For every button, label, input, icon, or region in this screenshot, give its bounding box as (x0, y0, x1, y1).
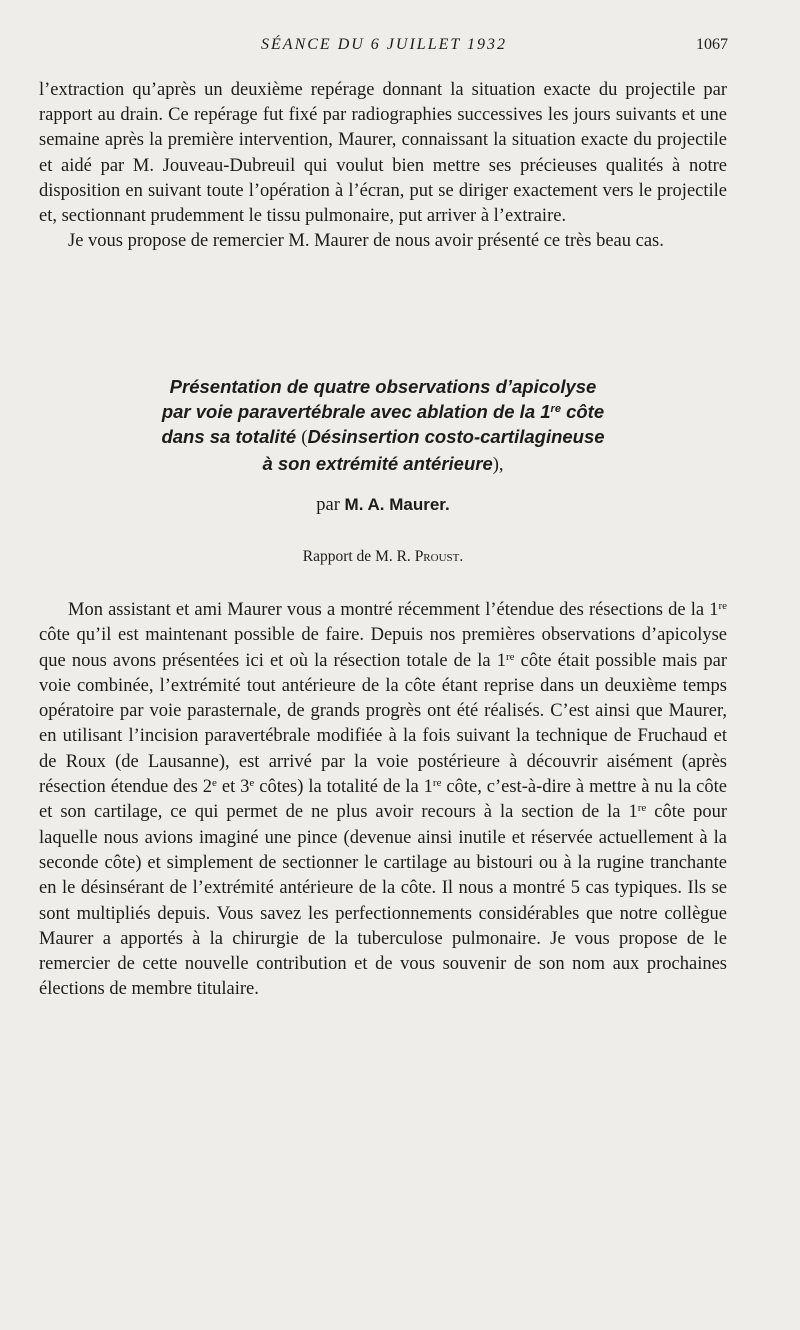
intro-text (39, 78, 727, 254)
superscript-6: re (637, 802, 647, 815)
title-line-4 (39, 451, 727, 478)
author-prefix: par (316, 495, 340, 515)
report-text-3: côte était possible mais par voie combinée, l’extrémité tout antérieure de la côte étant reprise dans un deuxième temps opératoire par voie parasternale, de grands progrès ont été réalisés. C’est ainsi que Maurer, en utilisant l’incision paravertébrale modifiée à la fois suivant la technique de Fruchaud et de Roux (de Lausanne), est arrivé par la voie postérieure à découvrir aisément (après résection étendue des 2 (39, 650, 727, 798)
title-paren-close: ), (492, 455, 504, 475)
article-title (39, 374, 727, 478)
title-line-4-text: à son extrémité antérieure (262, 453, 493, 474)
title-line-2 (39, 399, 727, 424)
title-line-2-text: par voie paravertébrale avec ablation de la 1 (161, 401, 551, 422)
report-paragraph (39, 598, 727, 1003)
report-text-5: côtes) la totalité de la 1 (254, 777, 433, 798)
report-line (39, 548, 727, 566)
superscript-4: e (249, 777, 255, 790)
intro-paragraph: l’extraction qu’après un deuxième repérage donnant la situation exacte du projectile par rapport au drain. Ce repérage fut fixé par radiographies successives les jours suivants et une semaine après la première intervention, Maurer, connaissant la situation exacte du projectile et aidé par M. Jouveau-Dubreuil qui voulut bien mettre ses précieuses qualités à notre disposition en suivant toute l’opération à l’écran, put se diriger exactement vers le projectile et, sectionnant prudemment le tissu pulmonaire, put arriver à l’extraire. (39, 80, 727, 227)
title-superscript: re (550, 403, 561, 415)
running-title: SÉANCE DU 6 JUILLET 1932 (261, 36, 507, 53)
title-line-3-end: Désinsertion costo-cartilagineuse (307, 426, 605, 447)
title-paren-open: ( (301, 428, 308, 448)
title-line-3-text: dans sa totalité (161, 426, 302, 447)
report-text-6: côte, c’est-à-dire à mettre à nu la côte et son cartilage, ce qui permet de ne plus avoir recours à la section de la 1 (39, 777, 727, 823)
superscript-1: re (718, 600, 727, 612)
report-text-4: et 3 (216, 777, 250, 798)
superscript-3: e (212, 777, 217, 790)
author-name: M. A. Maurer. (344, 495, 450, 514)
superscript-5: re (432, 777, 442, 790)
report-text-7: côte pour laquelle nous avions imaginé une pince (devenue ainsi inutile et réservée actuellement à la seconde côte) et simplement de sectionner le cartilage au bistouri ou à la rugine tranchante en le désinsérant de l’extrémité antérieure de la côte. Il nous a montré 5 cas typiques. Ils se sont multipliés depuis. Vous savez les perfectionnements considérables que notre collègue Maurer a apportés à la chirurgie de la tuberculose pulmonaire. Je vous propose de le remercier de cette nouvelle contribution et de vous souvenir de son nom aux prochaines élections de membre titulaire. (39, 802, 727, 1000)
superscript-2: re (505, 650, 515, 663)
report-text-1: Mon assistant et ami Maurer vous a montré récemment l’étendue des résections de la 1 (68, 600, 719, 620)
title-line-2-end: côte (560, 401, 605, 422)
reporter-name: Proust. (414, 548, 464, 565)
author-line (39, 495, 727, 516)
title-line-1: Présentation de quatre observations d’apicolyse (169, 376, 597, 397)
running-head (40, 36, 728, 58)
report-text-2: côte qu’il est maintenant possible de faire. Depuis nos premières observations d’apicolyse que nous avons présentées ici et où la résection totale de la 1 (39, 625, 727, 671)
report-prefix: Rapport de M. R. (302, 548, 411, 565)
report-body (39, 598, 727, 1003)
title-line-3 (39, 424, 727, 451)
intro-closing-paragraph: Je vous propose de remercier M. Maurer de nous avoir présenté ce très beau cas. (68, 231, 664, 252)
page-number: 1067 (696, 36, 728, 53)
